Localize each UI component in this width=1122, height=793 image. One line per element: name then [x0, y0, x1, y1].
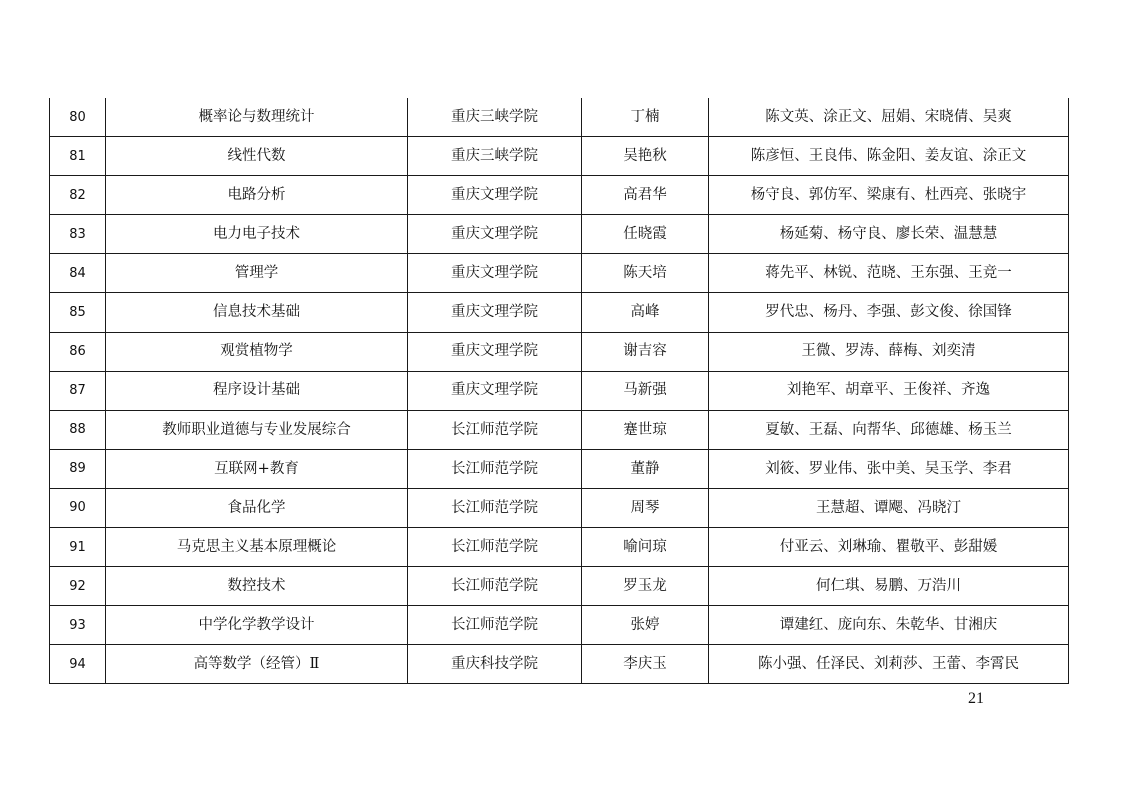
school-name: 长江师范学院: [408, 606, 582, 645]
table-row: [50, 137, 1069, 176]
school-name: 重庆文理学院: [408, 371, 582, 410]
row-number: 81: [50, 137, 106, 176]
course-name: 观赏植物学: [106, 332, 408, 371]
course-name: 食品化学: [106, 488, 408, 527]
table-row: [50, 371, 1069, 410]
table-row: [50, 488, 1069, 527]
row-number: 92: [50, 567, 106, 606]
course-name: 互联网+教育: [106, 449, 408, 488]
row-number: 82: [50, 176, 106, 215]
table-row: [50, 215, 1069, 254]
table-row: [50, 449, 1069, 488]
leader-name: 周琴: [582, 488, 709, 527]
course-table: [49, 98, 1069, 684]
team-members: 刘筱、罗业伟、张中美、吴玉学、李君: [709, 449, 1069, 488]
team-members: 王微、罗涛、薛梅、刘奕清: [709, 332, 1069, 371]
school-name: 重庆三峡学院: [408, 137, 582, 176]
school-name: 长江师范学院: [408, 488, 582, 527]
school-name: 重庆科技学院: [408, 645, 582, 684]
table-row: [50, 254, 1069, 293]
team-members: 杨守良、郭仿军、梁康有、杜西亮、张晓宇: [709, 176, 1069, 215]
course-name: 教师职业道德与专业发展综合: [106, 410, 408, 449]
table-row: [50, 645, 1069, 684]
team-members: 蒋先平、林锐、范晓、王东强、王竞一: [709, 254, 1069, 293]
team-members: 刘艳军、胡章平、王俊祥、齐逸: [709, 371, 1069, 410]
course-name: 电力电子技术: [106, 215, 408, 254]
team-members: 陈彦恒、王良伟、陈金阳、姜友谊、涂正文: [709, 137, 1069, 176]
row-number: 80: [50, 98, 106, 137]
course-name: 高等数学（经管）Ⅱ: [106, 645, 408, 684]
row-number: 85: [50, 293, 106, 332]
team-members: 陈小强、任泽民、刘莉莎、王蕾、李霄民: [709, 645, 1069, 684]
table-row: [50, 567, 1069, 606]
school-name: 长江师范学院: [408, 410, 582, 449]
row-number: 90: [50, 488, 106, 527]
course-name: 马克思主义基本原理概论: [106, 528, 408, 567]
school-name: 重庆文理学院: [408, 293, 582, 332]
team-members: 罗代忠、杨丹、李强、彭文俊、徐国锋: [709, 293, 1069, 332]
leader-name: 张婷: [582, 606, 709, 645]
table-row: [50, 606, 1069, 645]
row-number: 83: [50, 215, 106, 254]
team-members: 付亚云、刘琳瑜、瞿敬平、彭甜媛: [709, 528, 1069, 567]
school-name: 长江师范学院: [408, 567, 582, 606]
row-number: 88: [50, 410, 106, 449]
school-name: 重庆三峡学院: [408, 98, 582, 137]
leader-name: 蹇世琼: [582, 410, 709, 449]
leader-name: 陈天培: [582, 254, 709, 293]
team-members: 陈文英、涂正文、屈娟、宋晓倩、吴爽: [709, 98, 1069, 137]
team-members: 谭建红、庞向东、朱乾华、甘湘庆: [709, 606, 1069, 645]
course-name: 程序设计基础: [106, 371, 408, 410]
leader-name: 任晓霞: [582, 215, 709, 254]
school-name: 重庆文理学院: [408, 332, 582, 371]
leader-name: 董静: [582, 449, 709, 488]
table-row: [50, 528, 1069, 567]
course-name: 线性代数: [106, 137, 408, 176]
school-name: 重庆文理学院: [408, 176, 582, 215]
school-name: 重庆文理学院: [408, 254, 582, 293]
team-members: 王慧超、谭飔、冯晓汀: [709, 488, 1069, 527]
row-number: 86: [50, 332, 106, 371]
school-name: 长江师范学院: [408, 449, 582, 488]
row-number: 84: [50, 254, 106, 293]
course-name: 电路分析: [106, 176, 408, 215]
row-number: 91: [50, 528, 106, 567]
row-number: 87: [50, 371, 106, 410]
row-number: 89: [50, 449, 106, 488]
table-row: [50, 410, 1069, 449]
leader-name: 高君华: [582, 176, 709, 215]
leader-name: 谢吉容: [582, 332, 709, 371]
course-name: 中学化学教学设计: [106, 606, 408, 645]
leader-name: 吴艳秋: [582, 137, 709, 176]
table-row: [50, 293, 1069, 332]
course-name: 数控技术: [106, 567, 408, 606]
course-name: 信息技术基础: [106, 293, 408, 332]
leader-name: 丁楠: [582, 98, 709, 137]
team-members: 何仁琪、易鹏、万浩川: [709, 567, 1069, 606]
leader-name: 马新强: [582, 371, 709, 410]
course-name: 概率论与数理统计: [106, 98, 408, 137]
leader-name: 高峰: [582, 293, 709, 332]
table-row: [50, 332, 1069, 371]
table-row: [50, 98, 1069, 137]
school-name: 重庆文理学院: [408, 215, 582, 254]
row-number: 94: [50, 645, 106, 684]
school-name: 长江师范学院: [408, 528, 582, 567]
leader-name: 喻问琼: [582, 528, 709, 567]
page-number: 21: [968, 690, 984, 707]
team-members: 杨延菊、杨守良、廖长荣、温慧慧: [709, 215, 1069, 254]
row-number: 93: [50, 606, 106, 645]
table-row: [50, 176, 1069, 215]
leader-name: 李庆玉: [582, 645, 709, 684]
course-name: 管理学: [106, 254, 408, 293]
team-members: 夏敏、王磊、向帮华、邱德雄、杨玉兰: [709, 410, 1069, 449]
leader-name: 罗玉龙: [582, 567, 709, 606]
